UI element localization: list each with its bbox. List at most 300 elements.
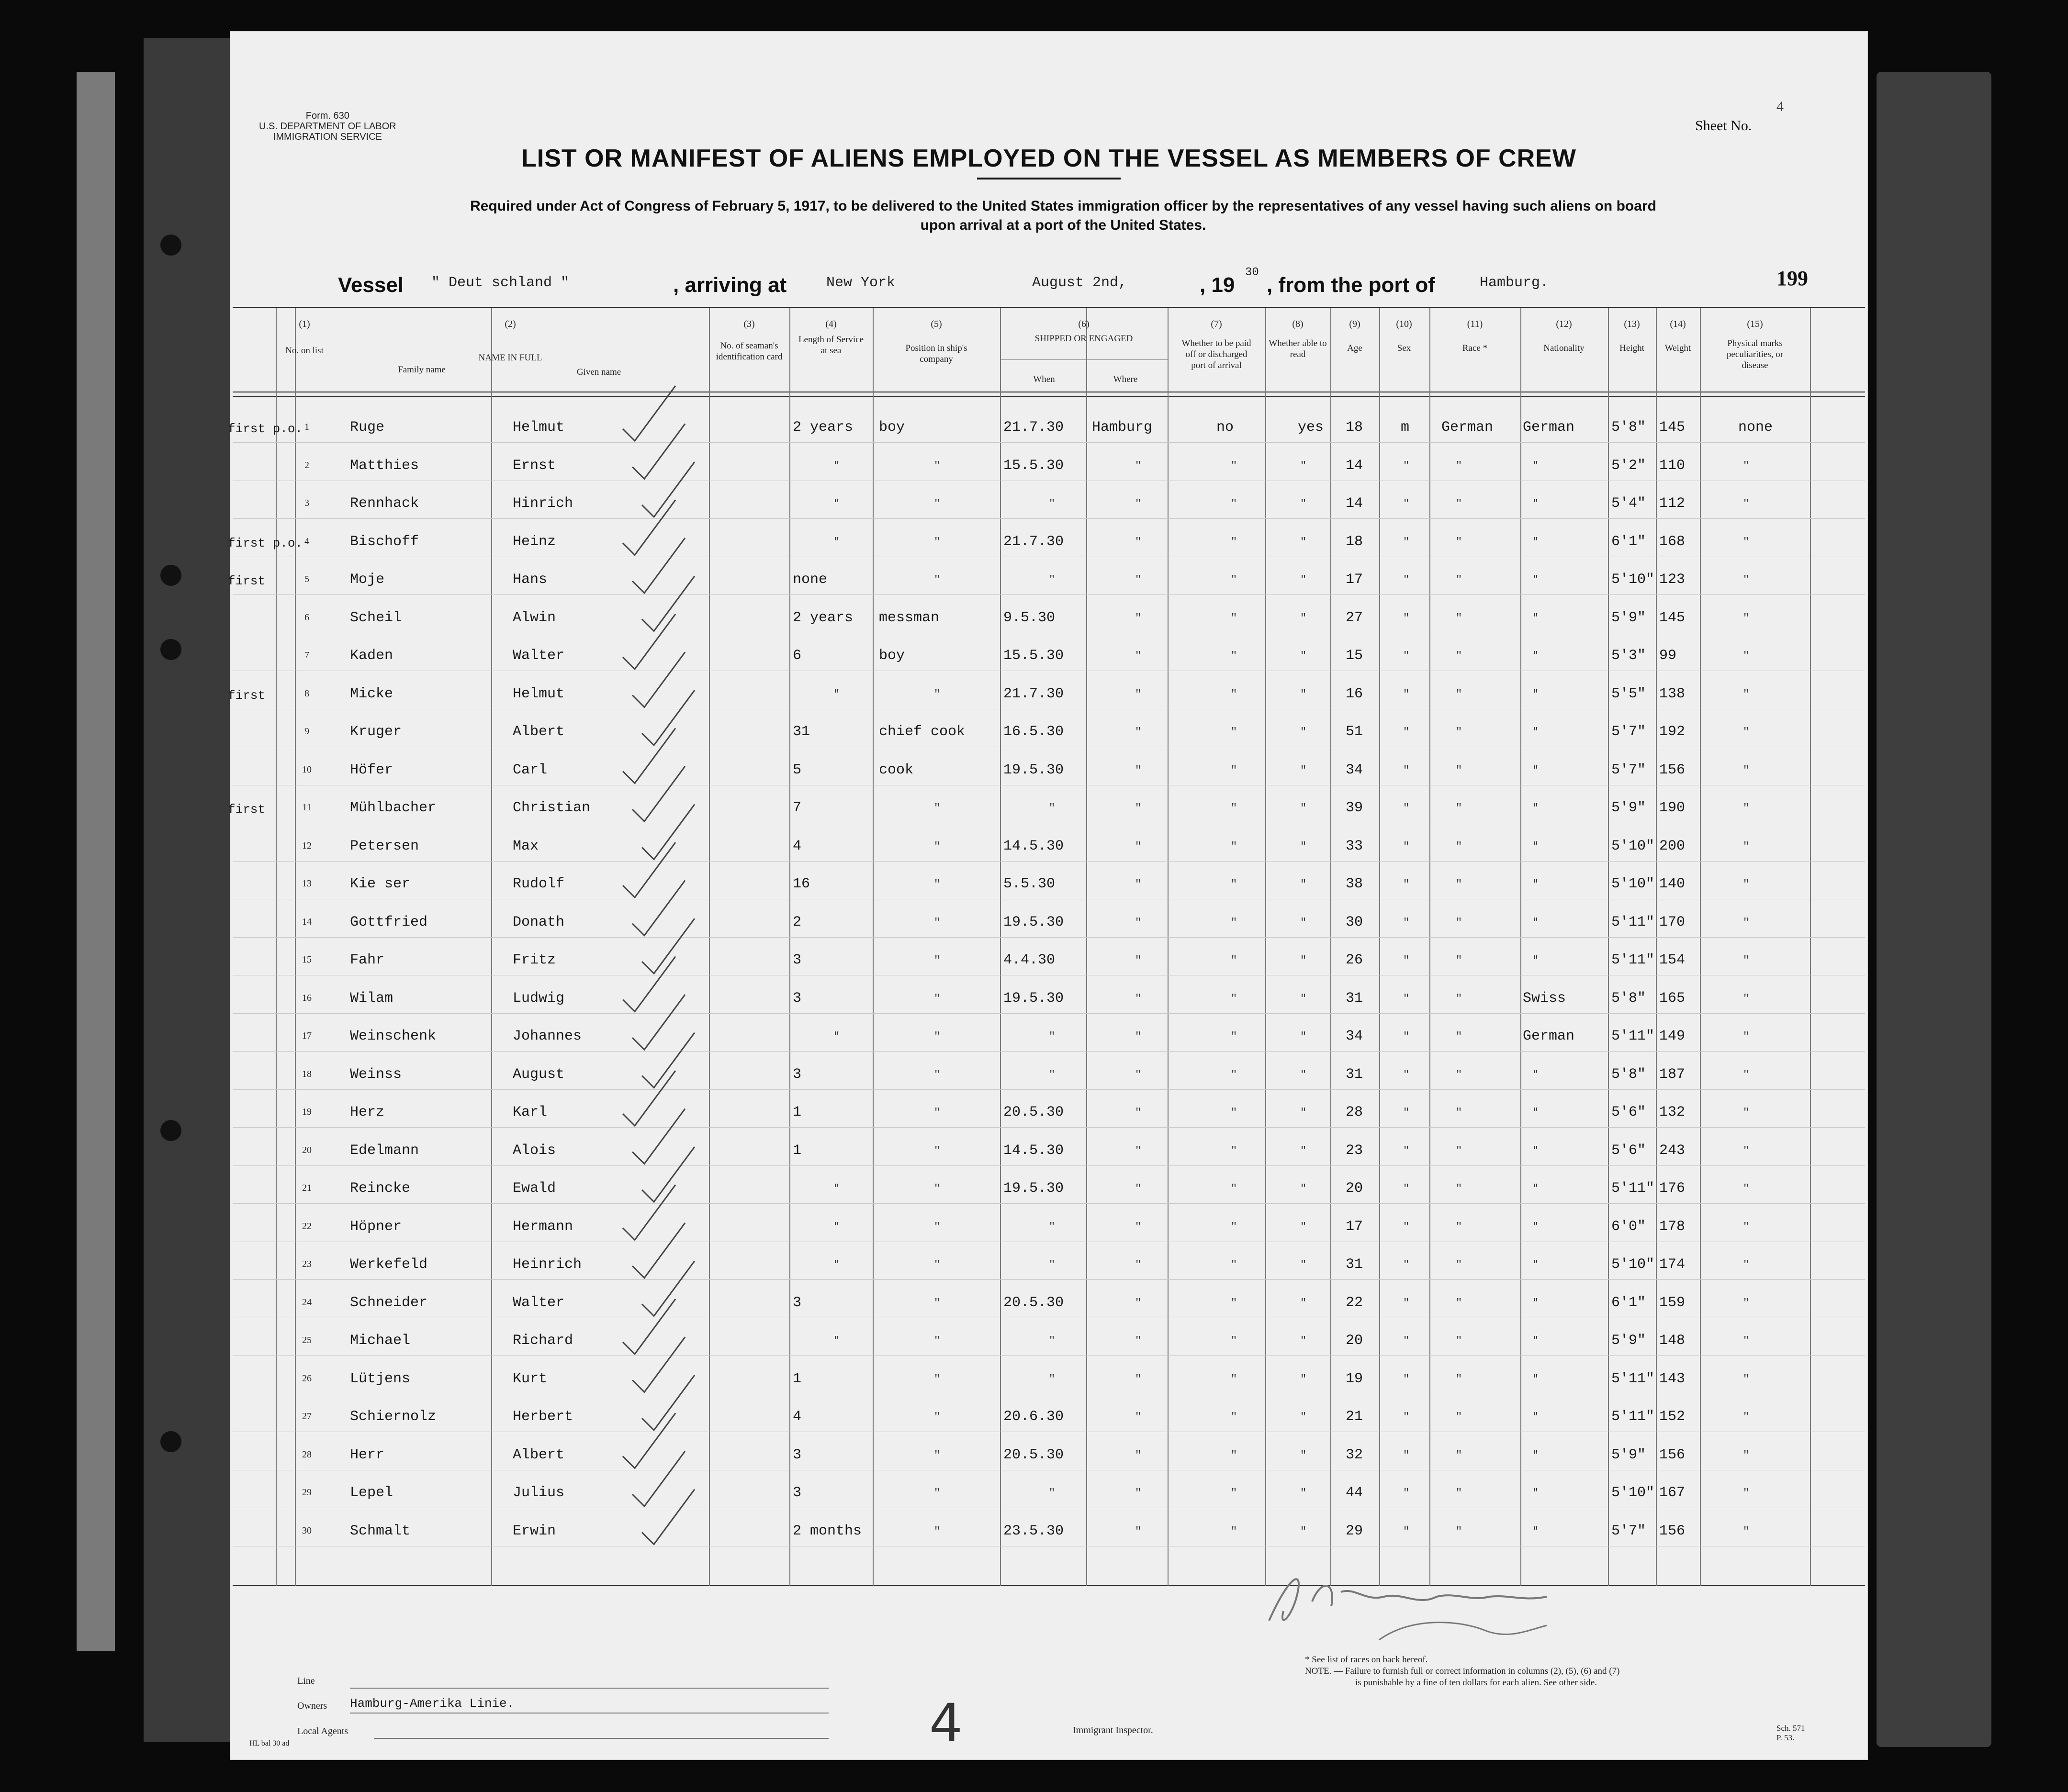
ditto-mark: " xyxy=(1743,612,1750,624)
column-heading: No. on list xyxy=(285,346,324,356)
ditto-mark: " xyxy=(1532,1449,1539,1461)
ditto-mark: " xyxy=(1403,1144,1410,1157)
length-of-service: 3 xyxy=(793,1446,802,1463)
ditto-mark: " xyxy=(1743,916,1750,929)
height: 5'8" xyxy=(1611,419,1646,436)
column-number: (13) xyxy=(1624,319,1640,329)
weight: 187 xyxy=(1659,1066,1686,1083)
ditto-mark: " xyxy=(1231,536,1237,548)
ditto-mark: " xyxy=(1300,954,1307,966)
given-name: August xyxy=(513,1066,565,1083)
age: 17 xyxy=(1346,571,1363,588)
ditto-mark: " xyxy=(1300,498,1307,510)
height: 5'9" xyxy=(1611,1333,1646,1349)
row-number: 29 xyxy=(302,1487,312,1498)
when-heading: When xyxy=(1033,374,1055,384)
ditto-mark: " xyxy=(1743,1411,1750,1423)
height: 5'3" xyxy=(1611,648,1646,664)
ditto-mark: " xyxy=(1300,1068,1307,1081)
ditto-mark: " xyxy=(1532,1183,1539,1195)
family-name: Weinschenk xyxy=(350,1028,437,1044)
age: 39 xyxy=(1346,800,1363,816)
manifest-sheet xyxy=(230,31,1868,1760)
length-of-service: 7 xyxy=(793,800,802,816)
row-number: 25 xyxy=(302,1335,312,1345)
given-name: Erwin xyxy=(513,1523,556,1539)
ditto-mark: " xyxy=(1403,1068,1410,1081)
ditto-mark: " xyxy=(1135,1335,1142,1347)
shipped-when: 21.7.30 xyxy=(1003,685,1064,702)
position: boy xyxy=(879,648,905,664)
shipped-when: 4.4.30 xyxy=(1003,952,1056,968)
nationality: German xyxy=(1523,1028,1575,1044)
weight: 168 xyxy=(1659,533,1686,550)
ditto-mark: " xyxy=(1135,1221,1142,1233)
ditto-mark: " xyxy=(1231,954,1237,966)
given-name: Kurt xyxy=(513,1370,548,1387)
ditto-mark: " xyxy=(1135,536,1142,548)
schedule-page: P. 53. xyxy=(1776,1733,1795,1742)
year-value: 30 xyxy=(1245,266,1259,279)
ditto-mark: " xyxy=(1135,802,1142,814)
ditto-mark: " xyxy=(1743,1221,1750,1233)
margin-note: first p.o. xyxy=(228,422,303,436)
ditto-mark: " xyxy=(1403,1221,1410,1233)
column-number: (5) xyxy=(931,319,942,329)
weight: 170 xyxy=(1659,914,1686,930)
ditto-mark: " xyxy=(1456,612,1462,624)
column-heading: SHIPPED OR ENGAGED xyxy=(1034,334,1133,344)
shipped-when: 20.6.30 xyxy=(1003,1409,1064,1425)
row-number: 17 xyxy=(302,1030,312,1041)
ditto-mark: " xyxy=(1135,878,1142,890)
ditto-mark: " xyxy=(1532,1144,1539,1157)
check-mark xyxy=(632,652,685,707)
row-number: 19 xyxy=(302,1107,312,1117)
ditto-mark: " xyxy=(833,1221,840,1233)
age: 20 xyxy=(1346,1180,1363,1197)
ditto-mark: " xyxy=(1300,1411,1307,1423)
ditto-mark: " xyxy=(1300,1030,1307,1042)
ditto-mark: " xyxy=(1532,916,1539,929)
column-number: (1) xyxy=(299,319,310,329)
ditto-mark: " xyxy=(1403,1335,1410,1347)
check-mark xyxy=(632,1109,685,1164)
ditto-mark: " xyxy=(1743,1335,1750,1347)
ditto-mark: " xyxy=(1456,1487,1462,1499)
sheet-number-value: 4 xyxy=(1776,99,1784,114)
column-number: (14) xyxy=(1670,319,1686,329)
weight: 149 xyxy=(1659,1028,1686,1044)
ditto-mark: " xyxy=(934,878,941,890)
family-name-heading: Family name xyxy=(398,365,446,375)
ditto-mark: " xyxy=(1231,1183,1237,1195)
ditto-mark: " xyxy=(934,916,941,929)
ditto-mark: " xyxy=(1743,1487,1750,1499)
ditto-mark: " xyxy=(1456,802,1462,814)
given-name: Albert xyxy=(513,1446,565,1463)
given-name: Walter xyxy=(513,648,565,664)
ditto-mark: " xyxy=(1135,1373,1142,1385)
ditto-mark: " xyxy=(1532,1068,1539,1081)
weight: 145 xyxy=(1659,609,1686,626)
ditto-mark: " xyxy=(1231,1221,1237,1233)
ditto-mark: " xyxy=(1300,650,1307,662)
height: 5'2" xyxy=(1611,457,1646,474)
length-of-service: 4 xyxy=(793,838,802,854)
ditto-mark: " xyxy=(1231,459,1237,472)
ditto-mark: " xyxy=(934,802,941,814)
weight: 156 xyxy=(1659,762,1686,778)
ditto-mark: " xyxy=(1743,802,1750,814)
binder-strip xyxy=(77,72,115,1651)
ditto-mark: " xyxy=(1456,1525,1462,1537)
height: 5'11" xyxy=(1611,952,1655,968)
penalty-note-1: NOTE. — Failure to furnish full or correct information in columns (2), (5), (6) and (7) xyxy=(1305,1666,1620,1676)
shipped-when: 21.7.30 xyxy=(1003,533,1064,550)
ditto-mark: " xyxy=(1231,1297,1237,1309)
age: 34 xyxy=(1346,762,1363,778)
row-number: 4 xyxy=(304,536,309,547)
ditto-mark: " xyxy=(1743,1030,1750,1042)
ditto-mark: " xyxy=(1456,992,1462,1005)
ditto-mark: " xyxy=(1231,1144,1237,1157)
schedule-code xyxy=(1776,1724,1805,1743)
weight: 165 xyxy=(1659,990,1686,1007)
ditto-mark: " xyxy=(1135,1411,1142,1423)
ditto-mark: " xyxy=(1300,688,1307,700)
age: 15 xyxy=(1346,648,1363,664)
check-mark xyxy=(632,1337,685,1392)
ditto-mark: " xyxy=(1135,840,1142,852)
ditto-mark: " xyxy=(1456,1144,1462,1157)
arrival-port: New York xyxy=(826,275,896,291)
family-name: Kruger xyxy=(350,724,402,740)
weight: 138 xyxy=(1659,685,1686,702)
height: 5'11" xyxy=(1611,1028,1655,1044)
given-name: Rudolf xyxy=(513,876,565,892)
ditto-mark: " xyxy=(1532,840,1539,852)
ditto-mark: " xyxy=(1743,878,1750,890)
family-name: Petersen xyxy=(350,838,419,854)
ditto-mark: " xyxy=(1135,1259,1142,1271)
age: 30 xyxy=(1346,914,1363,930)
ditto-mark: " xyxy=(833,1183,840,1195)
ditto-mark: " xyxy=(1743,459,1750,472)
weight: 156 xyxy=(1659,1446,1686,1463)
ditto-mark: " xyxy=(1403,954,1410,966)
ditto-mark: " xyxy=(833,1259,840,1271)
ditto-mark: " xyxy=(934,459,941,472)
ditto-mark: " xyxy=(1403,1411,1410,1423)
ditto-mark: " xyxy=(1532,1297,1539,1309)
ditto-mark: " xyxy=(1300,726,1307,738)
ditto-mark: " xyxy=(1049,1221,1056,1233)
owners-label: Owners xyxy=(297,1701,327,1711)
given-name: Hinrich xyxy=(513,495,573,512)
ditto-mark: " xyxy=(1135,1144,1142,1157)
ditto-mark: " xyxy=(1403,1449,1410,1461)
weight: 110 xyxy=(1659,457,1686,474)
ditto-mark: " xyxy=(1403,840,1410,852)
ditto-mark: " xyxy=(1231,992,1237,1005)
age: 18 xyxy=(1346,533,1363,550)
family-name: Höpner xyxy=(350,1218,402,1235)
ditto-mark: " xyxy=(1403,1525,1410,1537)
family-name: Bischoff xyxy=(350,533,419,550)
ditto-mark: " xyxy=(1743,1449,1750,1461)
ditto-mark: " xyxy=(1231,1068,1237,1081)
ditto-mark: " xyxy=(1743,764,1750,776)
ditto-mark: " xyxy=(1049,1068,1056,1081)
ditto-mark: " xyxy=(1743,954,1750,966)
binder-hole xyxy=(160,235,181,256)
check-mark xyxy=(623,386,675,441)
ditto-mark: " xyxy=(1403,764,1410,776)
shipped-when: 14.5.30 xyxy=(1003,1142,1064,1159)
ditto-mark: " xyxy=(1532,1259,1539,1271)
family-name: Herr xyxy=(350,1446,385,1463)
ditto-mark: " xyxy=(1456,688,1462,700)
ditto-mark: " xyxy=(1135,726,1142,738)
height: 5'5" xyxy=(1611,685,1646,702)
departure-port: Hamburg. xyxy=(1480,275,1549,291)
row-number: 10 xyxy=(302,764,312,775)
ditto-mark: " xyxy=(1743,1068,1750,1081)
height: 5'10" xyxy=(1611,876,1655,892)
family-name: Rennhack xyxy=(350,495,419,512)
sheet-number-label: Sheet No. xyxy=(1695,118,1752,134)
row-number: 13 xyxy=(302,878,312,889)
age: 26 xyxy=(1346,952,1363,968)
ditto-mark: " xyxy=(1300,612,1307,624)
ditto-mark: " xyxy=(1532,1411,1539,1423)
physical-marks: none xyxy=(1738,419,1773,436)
row-number: 7 xyxy=(304,650,309,661)
ditto-mark: " xyxy=(1231,1259,1237,1271)
column-heading: Nationality xyxy=(1543,343,1585,353)
height: 6'1" xyxy=(1611,533,1646,550)
given-name: Albert xyxy=(513,724,565,740)
column-number: (8) xyxy=(1292,319,1304,329)
ditto-mark: " xyxy=(1456,498,1462,510)
age: 31 xyxy=(1346,990,1363,1007)
length-of-service: 3 xyxy=(793,1294,802,1311)
age: 28 xyxy=(1346,1104,1363,1120)
row-number: 16 xyxy=(302,992,312,1003)
age: 18 xyxy=(1346,419,1363,436)
length-of-service: 1 xyxy=(793,1104,802,1120)
age: 32 xyxy=(1346,1446,1363,1463)
ditto-mark: " xyxy=(1135,764,1142,776)
ditto-mark: " xyxy=(934,688,941,700)
age: 23 xyxy=(1346,1142,1363,1159)
given-name: Helmut xyxy=(513,419,565,436)
department-name: U.S. DEPARTMENT OF LABOR xyxy=(259,121,396,132)
ditto-mark: " xyxy=(1743,1107,1750,1119)
column-number: (12) xyxy=(1556,319,1572,329)
length-of-service: 2 months xyxy=(793,1523,862,1539)
margin-note: first xyxy=(228,688,266,703)
ditto-mark: " xyxy=(1300,459,1307,472)
age: 19 xyxy=(1346,1370,1363,1387)
length-of-service: none xyxy=(793,571,828,588)
weight: 145 xyxy=(1659,419,1686,436)
margin-note: first xyxy=(228,574,266,588)
ditto-mark: " xyxy=(1403,992,1410,1005)
column-heading: Sex xyxy=(1397,343,1411,353)
row-number: 21 xyxy=(302,1183,312,1193)
ditto-mark: " xyxy=(833,498,840,510)
length-of-service: 16 xyxy=(793,876,810,892)
height: 5'8" xyxy=(1611,1066,1646,1083)
check-mark xyxy=(623,1413,675,1468)
ditto-mark: " xyxy=(1456,459,1462,472)
ditto-mark: " xyxy=(934,1373,941,1385)
given-name: Hermann xyxy=(513,1218,573,1235)
check-mark xyxy=(632,995,685,1050)
ditto-mark: " xyxy=(1300,1144,1307,1157)
ditto-mark: " xyxy=(1532,1373,1539,1385)
height: 5'10" xyxy=(1611,1485,1655,1501)
ditto-mark: " xyxy=(1743,1144,1750,1157)
given-name: Alwin xyxy=(513,609,556,626)
check-mark xyxy=(623,614,675,669)
ditto-mark: " xyxy=(1456,954,1462,966)
position: cook xyxy=(879,762,914,778)
column-heading: Whether to be paid off or discharged port of arrival xyxy=(1181,338,1251,370)
ditto-mark: " xyxy=(934,1144,941,1157)
given-name: Fritz xyxy=(513,952,556,968)
column-heading: Height xyxy=(1619,343,1644,353)
family-name: Kaden xyxy=(350,648,393,664)
row-number: 26 xyxy=(302,1373,312,1384)
shipped-when: 20.5.30 xyxy=(1003,1446,1064,1463)
shipped-when: 15.5.30 xyxy=(1003,648,1064,664)
line-rule xyxy=(350,1688,829,1689)
ditto-mark: " xyxy=(1049,1335,1056,1347)
height: 5'9" xyxy=(1611,800,1646,816)
ditto-mark: " xyxy=(1403,650,1410,662)
ditto-mark: " xyxy=(1049,498,1056,510)
weight: 99 xyxy=(1659,648,1677,664)
length-of-service: 2 years xyxy=(793,419,854,436)
row-number: 2 xyxy=(304,459,309,470)
family-name: Ruge xyxy=(350,419,385,436)
check-mark xyxy=(623,842,675,897)
ditto-mark: " xyxy=(1135,916,1142,929)
weight: 143 xyxy=(1659,1370,1686,1387)
length-of-service: 3 xyxy=(793,990,802,1007)
age: 34 xyxy=(1346,1028,1363,1044)
weight: 192 xyxy=(1659,724,1686,740)
height: 5'11" xyxy=(1611,914,1655,930)
ditto-mark: " xyxy=(1300,574,1307,586)
check-mark xyxy=(623,1185,675,1240)
owners-value: Hamburg-Amerika Linie. xyxy=(350,1696,515,1711)
ditto-mark: " xyxy=(934,1335,941,1347)
ditto-mark: " xyxy=(1456,916,1462,929)
ditto-mark: " xyxy=(1300,1259,1307,1271)
column-number: (11) xyxy=(1467,319,1483,329)
service-name: IMMIGRATION SERVICE xyxy=(273,132,382,142)
ditto-mark: " xyxy=(1135,688,1142,700)
ditto-mark: " xyxy=(1300,1297,1307,1309)
height: 5'4" xyxy=(1611,495,1646,512)
row-number: 1 xyxy=(304,422,309,432)
ditto-mark: " xyxy=(1743,650,1750,662)
age: 14 xyxy=(1346,457,1363,474)
ditto-mark: " xyxy=(1532,650,1539,662)
ditto-mark: " xyxy=(1403,802,1410,814)
ditto-mark: " xyxy=(1456,840,1462,852)
family-name: Micke xyxy=(350,685,393,702)
ditto-mark: " xyxy=(1231,802,1237,814)
ditto-mark: " xyxy=(1231,1411,1237,1423)
shipped-when: 19.5.30 xyxy=(1003,1180,1064,1197)
given-name: Johannes xyxy=(513,1028,582,1044)
length-of-service: 31 xyxy=(793,724,810,740)
height: 5'6" xyxy=(1611,1142,1646,1159)
ditto-mark: " xyxy=(833,459,840,472)
ditto-mark: " xyxy=(1135,1525,1142,1537)
able-to-read: yes xyxy=(1298,419,1324,436)
check-mark xyxy=(623,957,675,1012)
ditto-mark: " xyxy=(1049,1030,1056,1042)
height: 6'1" xyxy=(1611,1294,1646,1311)
weight: 132 xyxy=(1659,1104,1686,1120)
family-name: Weinss xyxy=(350,1066,402,1083)
height: 5'7" xyxy=(1611,762,1646,778)
given-name: Ewald xyxy=(513,1180,556,1197)
given-name: Walter xyxy=(513,1294,565,1311)
ditto-mark: " xyxy=(1403,726,1410,738)
column-number: (15) xyxy=(1747,319,1763,329)
ditto-mark: " xyxy=(1456,1373,1462,1385)
ditto-mark: " xyxy=(1135,1068,1142,1081)
family-name: Lepel xyxy=(350,1485,393,1501)
check-mark xyxy=(632,538,685,593)
ditto-mark: " xyxy=(934,1183,941,1195)
row-number: 24 xyxy=(302,1297,312,1308)
ditto-mark: " xyxy=(1135,992,1142,1005)
family-name: Kie ser xyxy=(350,876,411,892)
family-name: Matthies xyxy=(350,457,419,474)
given-name: Ludwig xyxy=(513,990,565,1007)
ditto-mark: " xyxy=(1231,574,1237,586)
ditto-mark: " xyxy=(1231,1525,1237,1537)
ditto-mark: " xyxy=(1135,498,1142,510)
nationality: Swiss xyxy=(1523,990,1566,1007)
from-port-label: , from the port of xyxy=(1267,273,1435,297)
age: 22 xyxy=(1346,1294,1363,1311)
weight: 112 xyxy=(1659,495,1686,512)
ditto-mark: " xyxy=(1403,688,1410,700)
height: 5'8" xyxy=(1611,990,1646,1007)
ditto-mark: " xyxy=(1532,688,1539,700)
ditto-mark: " xyxy=(1456,1030,1462,1042)
given-name: Karl xyxy=(513,1104,548,1120)
ditto-mark: " xyxy=(1300,916,1307,929)
shipped-when: 20.5.30 xyxy=(1003,1104,1064,1120)
ditto-mark: " xyxy=(1300,802,1307,814)
ditto-mark: " xyxy=(934,954,941,966)
arriving-label: , arriving at xyxy=(673,273,787,297)
age: 14 xyxy=(1346,495,1363,512)
shipped-when: 19.5.30 xyxy=(1003,914,1064,930)
paid-off: no xyxy=(1216,419,1234,436)
nationality: German xyxy=(1523,419,1575,436)
